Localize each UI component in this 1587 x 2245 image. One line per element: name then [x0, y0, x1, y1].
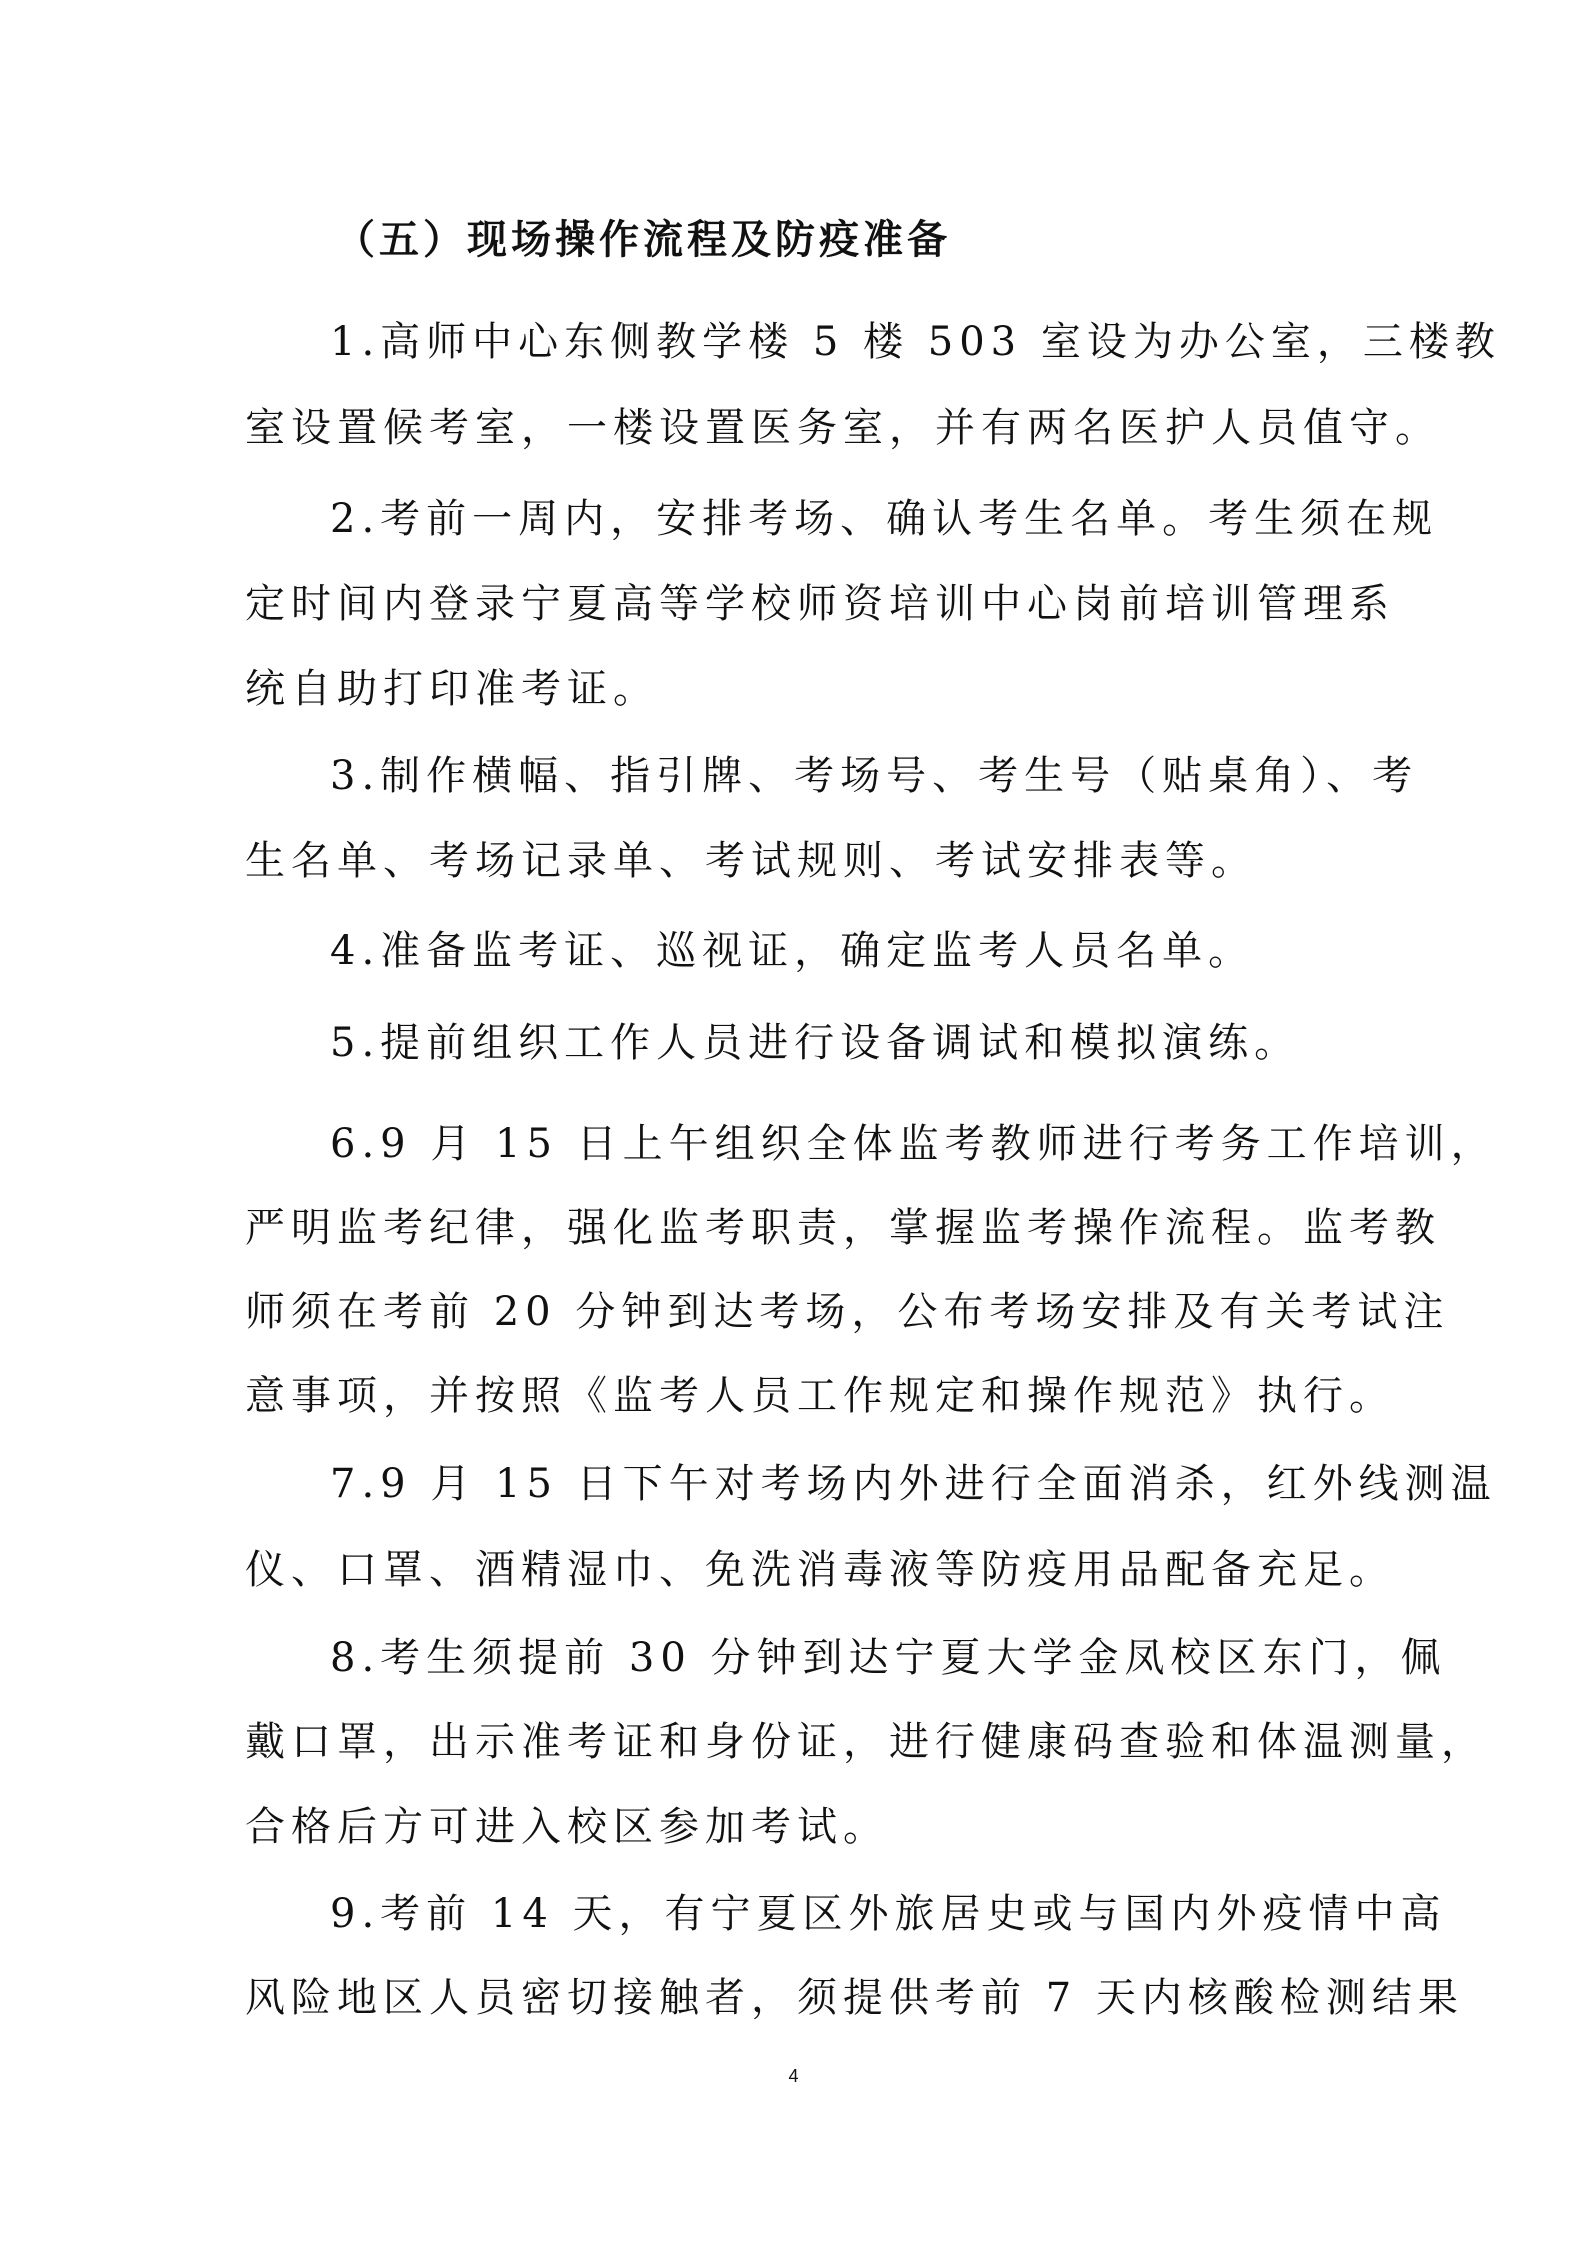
text-line: 合格后方可进入校区参加考试。 [245, 1804, 889, 1850]
text-line: 6.9 月 15 日上午组织全体监考教师进行考务工作培训， [330, 1121, 1497, 1167]
text-line: 室设置候考室，一楼设置医务室，并有两名医护人员值守。 [245, 405, 1441, 451]
text-line: 9.考前 14 天，有宁夏区外旅居史或与国内外疫情中高 [330, 1891, 1447, 1937]
text-line: 2.考前一周内，安排考场、确认考生名单。考生须在规 [330, 496, 1439, 542]
text-line: 戴口罩，出示准考证和身份证，进行健康码查验和体温测量， [245, 1719, 1487, 1765]
text-line: 8.考生须提前 30 分钟到达宁夏大学金凤校区东门，佩 [330, 1635, 1447, 1681]
text-line: 仪、口罩、酒精湿巾、免洗消毒液等防疫用品配备充足。 [245, 1547, 1395, 1593]
page-number: 4 [788, 2066, 799, 2086]
text-line: 1.高师中心东侧教学楼 5 楼 503 室设为办公室，三楼教 [330, 319, 1501, 365]
text-line: 7.9 月 15 日下午对考场内外进行全面消杀，红外线测温 [330, 1461, 1497, 1507]
text-line: 风险地区人员密切接触者，须提供考前 7 天内核酸检测结果 [245, 1975, 1464, 2021]
text-line: 师须在考前 20 分钟到达考场，公布考场安排及有关考试注 [245, 1289, 1450, 1335]
text-line: 统自助打印准考证。 [245, 666, 659, 712]
text-line: 生名单、考场记录单、考试规则、考试安排表等。 [245, 838, 1257, 884]
text-line: 严明监考纪律，强化监考职责，掌握监考操作流程。监考教 [245, 1205, 1441, 1251]
text-line: 5.提前组织工作人员进行设备调试和模拟演练。 [330, 1020, 1301, 1066]
text-line: 意事项，并按照《监考人员工作规定和操作规范》执行。 [245, 1373, 1395, 1419]
section-heading: （五）现场操作流程及防疫准备 [335, 216, 951, 263]
text-line: 定时间内登录宁夏高等学校师资培训中心岗前培训管理系 [245, 581, 1395, 627]
text-line: 3.制作横幅、指引牌、考场号、考生号（贴桌角）、考 [330, 753, 1419, 799]
text-line: 4.准备监考证、巡视证，确定监考人员名单。 [330, 928, 1255, 974]
